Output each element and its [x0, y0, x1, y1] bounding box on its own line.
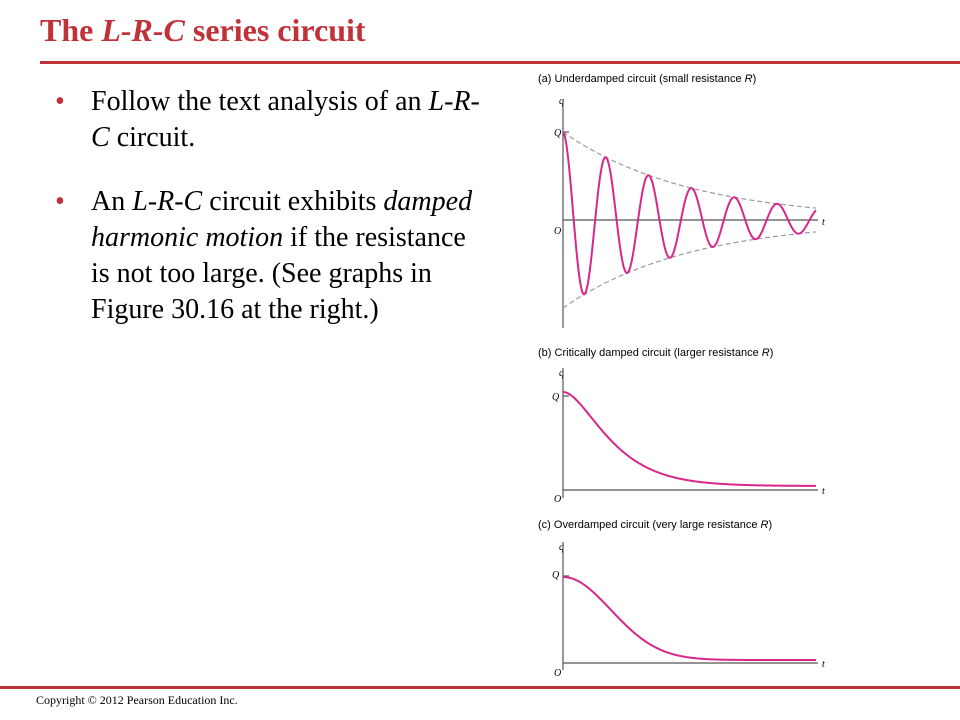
- bullet-list: [55, 84, 485, 356]
- bullet-text: [91, 186, 472, 325]
- x-axis-label: t: [822, 659, 825, 670]
- title-rule: [40, 61, 960, 64]
- slide-title: [40, 10, 366, 50]
- bullet-text-part: An: [91, 186, 133, 217]
- copyright-text: Copyright © 2012 Pearson Education Inc.: [36, 693, 238, 707]
- q-label: Q: [554, 128, 562, 139]
- y-axis-label: q: [559, 368, 564, 379]
- origin-label: O: [554, 226, 562, 237]
- q-label: Q: [552, 570, 560, 581]
- charge-curve-overdamped: [563, 577, 816, 660]
- charge-curve-critical: [563, 392, 816, 486]
- envelope-lower: [563, 232, 816, 308]
- bullet-text-part: Follow the text analysis of an: [91, 86, 429, 117]
- bullet-marker: •: [55, 186, 65, 217]
- panel-underdamped: [538, 73, 825, 328]
- bullet-text-part: if the resistance is not too large. (See graphs in Figure 30.16 at the right.): [91, 222, 466, 325]
- footer-rule: [0, 686, 960, 689]
- bullet-text-part: circuit.: [109, 122, 196, 153]
- bullet-text-italic: damped harmonic motion: [91, 186, 473, 253]
- y-axis-label: q: [559, 542, 564, 553]
- q-label: Q: [552, 392, 560, 403]
- bullet-text: [91, 86, 480, 153]
- y-axis-label: q: [559, 96, 564, 107]
- x-axis-label: t: [822, 486, 825, 497]
- x-axis-label: t: [822, 217, 825, 228]
- panel-title: (c) Overdamped circuit (very large resistance R): [538, 519, 773, 531]
- bullet-item: [55, 184, 485, 328]
- charge-curve-underdamped: [563, 132, 816, 294]
- title-suffix: series circuit: [184, 12, 366, 48]
- damping-figure: [528, 66, 838, 686]
- origin-label: O: [554, 668, 562, 679]
- panel-critically-damped: [538, 347, 825, 505]
- panel-title: (a) Underdamped circuit (small resistance R): [538, 73, 757, 85]
- bullet-text-italic: L-R-C: [91, 86, 480, 153]
- bullet-text-italic: L-R-C: [132, 186, 203, 217]
- bullet-item: [55, 84, 485, 156]
- title-italic: L-R-C: [101, 12, 185, 48]
- panel-overdamped: [538, 519, 825, 679]
- origin-label: O: [554, 494, 562, 505]
- panel-title: (b) Critically damped circuit (larger resistance R): [538, 347, 774, 359]
- bullet-text-part: circuit exhibits: [202, 186, 384, 217]
- title-prefix: The: [40, 12, 102, 48]
- bullet-marker: •: [55, 86, 65, 117]
